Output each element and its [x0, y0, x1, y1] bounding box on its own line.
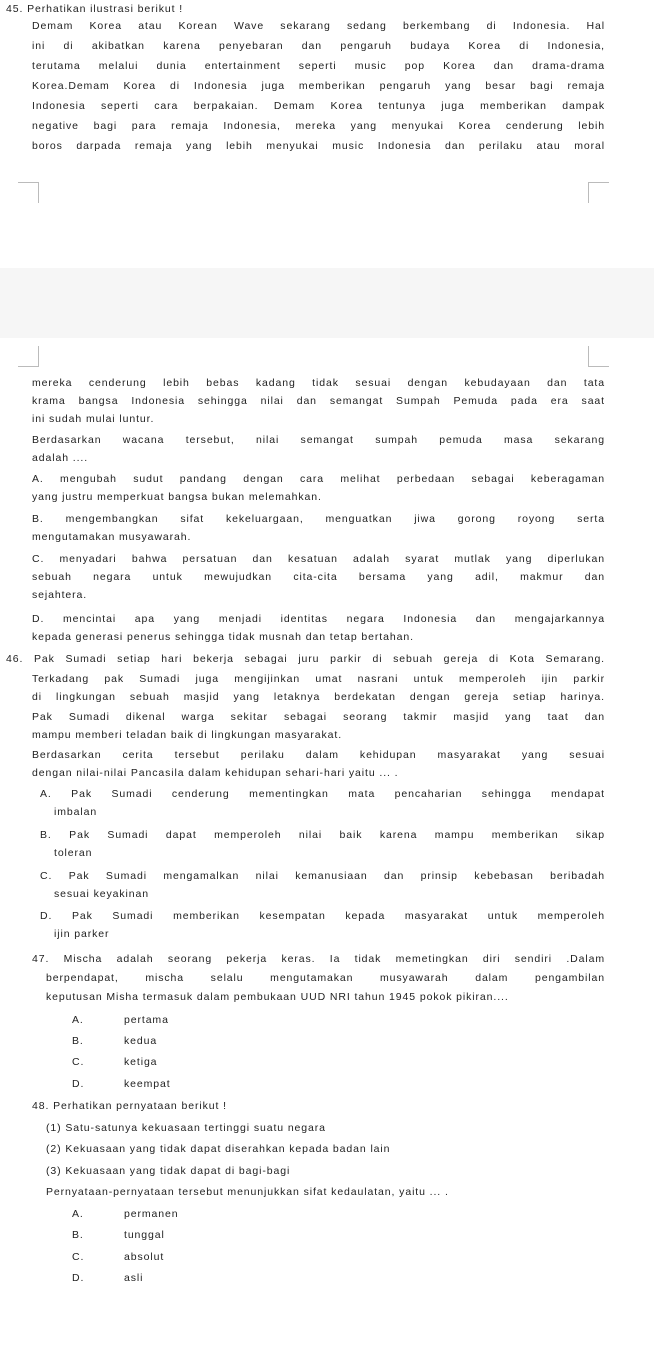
question-48-option-d: asli [124, 1272, 144, 1284]
passage-line: boros darpada remaja yang lebih menyukai music Indonesia dan perilaku atau moral [32, 140, 605, 152]
question-46-option-b: toleran [54, 847, 93, 859]
question-46-option-d: ijin parker [54, 928, 110, 940]
question-45-header: 45. Perhatikan ilustrasi berikut ! [6, 3, 184, 15]
question-48-header: 48. Perhatikan pernyataan berikut ! [32, 1100, 227, 1112]
passage-line: Indonesia seperti cara berpakaian. Demam Korea tentunya juga memberikan dampak [32, 100, 605, 112]
passage-line: ini sudah mulai luntur. [32, 413, 155, 425]
question-46-option-a: A. Pak Sumadi cenderung mementingkan mata pencaharian sehingga mendapat [40, 788, 605, 800]
question-47-option-letter: B. [72, 1035, 84, 1047]
crop-mark [18, 182, 39, 203]
question-47-stem: 47. Mischa adalah seorang pekerja keras. Ia tidak memetingkan diri sendiri .Dalam [32, 953, 605, 965]
question-45-option-d: kepada generasi penerus sehingga tidak musnah dan tetap bertahan. [32, 631, 414, 643]
question-48-option-b: tunggal [124, 1229, 165, 1241]
question-45-text: Berdasarkan wacana tersebut, nilai semangat sumpah pemuda masa sekarang [32, 434, 605, 446]
question-48-option-letter: D. [72, 1272, 85, 1284]
page-break-gap [0, 268, 654, 338]
question-46-option-a: imbalan [54, 806, 98, 818]
question-45-option-c: sejahtera. [32, 589, 88, 601]
question-47-option-b: kedua [124, 1035, 158, 1047]
passage-line: ini di akibatkan karena penyebaran dan pengaruh budaya Korea di Indonesia, [32, 40, 605, 52]
passage-line: mereka cenderung lebih bebas kadang tidak sesuai dengan kebudayaan dan tata [32, 377, 605, 389]
question-48-text: Pernyataan-pernyataan tersebut menunjukkan sifat kedaulatan, yaitu ... . [46, 1186, 449, 1198]
question-48-option-letter: A. [72, 1208, 84, 1220]
passage-line: krama bangsa Indonesia sehingga nilai dan semangat Sumpah Pemuda pada era saat [32, 395, 605, 407]
passage-line: terutama melalui dunia entertainment seperti music pop Korea dan drama-drama [32, 60, 605, 72]
question-46-stem: di lingkungan sebuah masjid yang letaknya berdekatan dengan gereja setiap harinya. [32, 691, 605, 703]
question-45-option-a: A. mengubah sudut pandang dengan cara melihat perbedaan sebagai keberagaman [32, 473, 605, 485]
question-47-option-c: ketiga [124, 1056, 158, 1068]
question-46-stem: dengan nilai-nilai Pancasila dalam kehidupan sehari-hari yaitu ... . [32, 767, 399, 779]
crop-mark [588, 346, 609, 367]
question-48-statement: (1) Satu-satunya kekuasaan tertinggi suatu negara [46, 1122, 326, 1134]
question-45-option-d: D. mencintai apa yang menjadi identitas negara Indonesia dan mengajarkannya [32, 613, 605, 625]
question-48-statement: (3) Kekuasaan yang tidak dapat di bagi-bagi [46, 1165, 291, 1177]
question-48-option-letter: B. [72, 1229, 84, 1241]
question-45-option-c: sebuah negara untuk mewujudkan cita-cita bersama yang adil, makmur dan [32, 571, 605, 583]
passage-line: Korea.Demam Korea di Indonesia juga memberikan pengaruh yang besar bagi remaja [32, 80, 605, 92]
crop-mark [588, 182, 609, 203]
question-46-stem: Pak Sumadi dikenal warga sekitar sebagai seorang takmir masjid yang taat dan [32, 711, 605, 723]
question-46-option-c: C. Pak Sumadi mengamalkan nilai kemanusiaan dan prinsip kebebasan beribadah [40, 870, 605, 882]
question-47-stem: keputusan Misha termasuk dalam pembukaan UUD NRI tahun 1945 pokok pikiran.... [46, 991, 509, 1003]
question-48-option-c: absolut [124, 1251, 165, 1263]
question-48-option-a: permanen [124, 1208, 179, 1220]
question-45-option-c: C. menyadari bahwa persatuan dan kesatuan adalah syarat mutlak yang diperlukan [32, 553, 605, 565]
question-45-option-b: mengutamakan musyawarah. [32, 531, 192, 543]
question-47-option-letter: C. [72, 1056, 85, 1068]
question-47-option-a: pertama [124, 1014, 169, 1026]
question-46-option-d: D. Pak Sumadi memberikan kesempatan kepada masyarakat untuk memperoleh [40, 910, 605, 922]
question-45-option-a: yang justru memperkuat bangsa bukan melemahkan. [32, 491, 322, 503]
question-46-option-c: sesuai keyakinan [54, 888, 149, 900]
crop-mark [18, 346, 39, 367]
question-46-stem: Terkadang pak Sumadi juga mengijinkan umat nasrani untuk memperoleh ijin parkir [32, 673, 605, 685]
question-48-option-letter: C. [72, 1251, 85, 1263]
question-47-option-letter: D. [72, 1078, 85, 1090]
question-46-stem: 46. Pak Sumadi setiap hari bekerja sebagai juru parkir di sebuah gereja di Kota Semarang. [6, 653, 605, 665]
question-45-text: adalah .... [32, 452, 89, 464]
question-45-option-b: B. mengembangkan sifat kekeluargaan, menguatkan jiwa gorong royong serta [32, 513, 605, 525]
question-47-stem: berpendapat, mischa selalu mengutamakan musyawarah dalam pengambilan [46, 972, 605, 984]
question-47-option-letter: A. [72, 1014, 84, 1026]
question-46-stem: Berdasarkan cerita tersebut perilaku dalam kehidupan masyarakat yang sesuai [32, 749, 605, 761]
passage-line: negative bagi para remaja Indonesia, mereka yang menyukai Korea cenderung lebih [32, 120, 605, 132]
passage-line: Demam Korea atau Korean Wave sekarang sedang berkembang di Indonesia. Hal [32, 20, 605, 32]
question-47-option-d: keempat [124, 1078, 171, 1090]
question-48-statement: (2) Kekuasaan yang tidak dapat diserahkan kepada badan lain [46, 1143, 391, 1155]
question-46-stem: mampu memberi teladan baik di lingkungan masyarakat. [32, 729, 343, 741]
question-46-option-b: B. Pak Sumadi dapat memperoleh nilai baik karena mampu memberikan sikap [40, 829, 605, 841]
